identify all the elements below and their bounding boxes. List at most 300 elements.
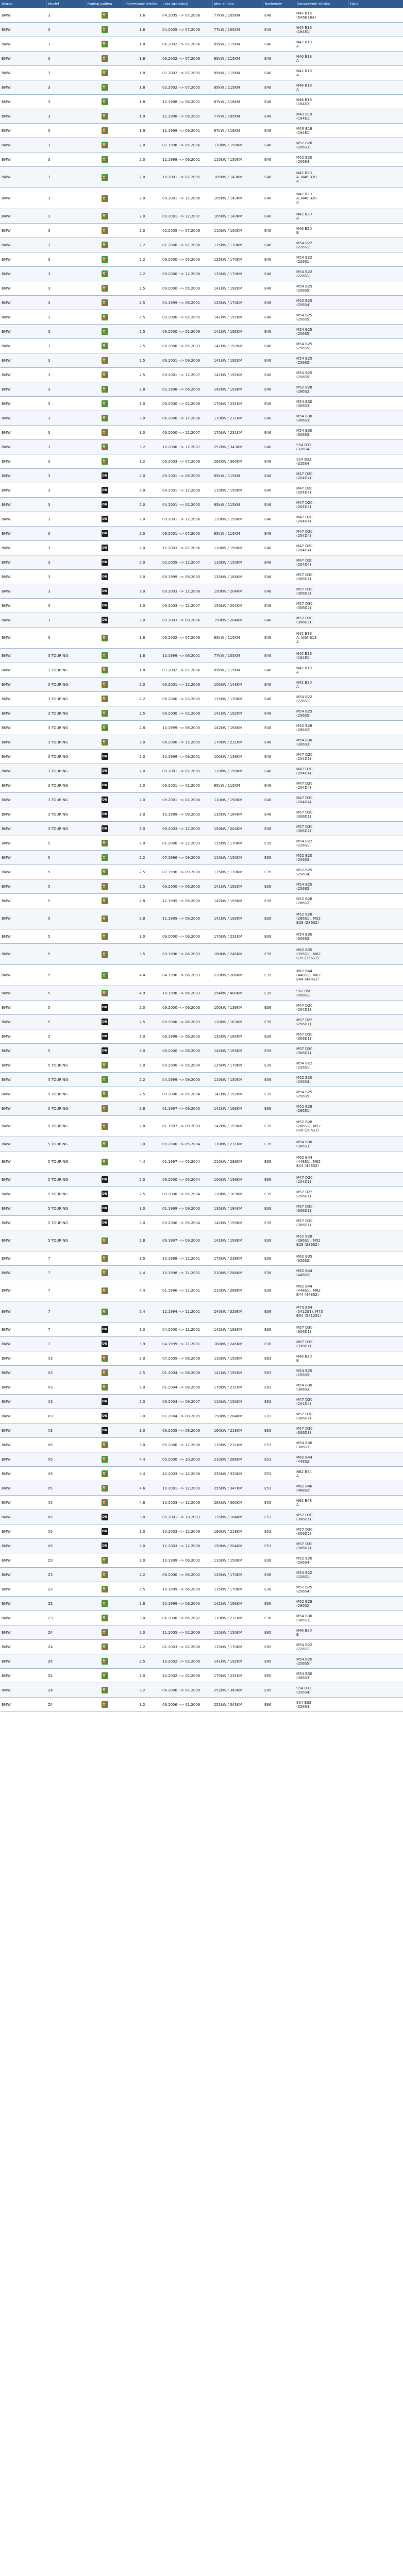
cell-power: 125kW / 170KM (212, 1640, 263, 1654)
cell-power: 170kW / 231KM (212, 1137, 263, 1151)
cell-fuel (86, 310, 124, 325)
fuel-pump-icon (102, 156, 108, 163)
cell-body: E39 (263, 944, 295, 965)
cell-marka: BMW (0, 570, 46, 584)
cell-years: 02.1998 --> 06.2000 (161, 382, 212, 397)
cell-model: 5 (46, 944, 86, 965)
cell-capacity: 2.8 (124, 382, 161, 397)
cell-description (348, 1337, 403, 1351)
cell-model: 5 TOURING (46, 1101, 86, 1116)
cell-capacity: 2.0 (124, 541, 161, 555)
cell-body: E46 (263, 663, 295, 677)
diesel-on-icon (102, 617, 108, 623)
cell-engine-code (295, 1640, 348, 1654)
cell-model: 3 (46, 80, 86, 95)
engine-code-line: B28 (286S2) (296, 921, 319, 925)
diesel-on-icon (102, 530, 108, 537)
cell-marka: BMW (0, 764, 46, 778)
engine-code-line: M54 B30 (296, 932, 312, 937)
cell-fuel (86, 512, 124, 527)
engine-code-line: (256S5) (296, 1372, 311, 1377)
engine-code-line: M54 B30 (296, 1440, 312, 1445)
diesel-on-icon (102, 501, 108, 508)
table-row (0, 1280, 403, 1301)
engine-code-line: N46 B20 (296, 1628, 312, 1633)
table-row (0, 411, 403, 426)
cell-engine-code (295, 735, 348, 750)
fuel-pump-icon (102, 1672, 108, 1679)
cell-years: 10.1999 --> 06.2001 (161, 649, 212, 663)
fuel-pump-icon (102, 227, 108, 234)
cell-model: X5 (46, 1467, 86, 1481)
cell-power: 142kW / 193KM (212, 1230, 263, 1251)
cell-engine-code (295, 1029, 348, 1044)
cell-engine-code (295, 325, 348, 339)
engine-code-line: S54 B32 (296, 457, 312, 462)
cell-capacity: 2.0 (124, 167, 161, 188)
cell-engine-code (295, 721, 348, 735)
table-row (0, 267, 403, 281)
column-header-engine-code[interactable]: Oznaczenie silnika (295, 0, 348, 8)
cell-description (348, 238, 403, 252)
engine-code-line: (256S5) (296, 288, 311, 293)
cell-model: 5 TOURING (46, 1087, 86, 1101)
cell-body: E46 (263, 281, 295, 296)
cell-model: 3 (46, 469, 86, 483)
engine-code-line: (204D4) (296, 562, 311, 567)
fuel-pump-icon (102, 142, 108, 148)
cell-model: X5 (46, 1496, 86, 1510)
cell-engine-code (295, 426, 348, 440)
cell-body: E38 (263, 1266, 295, 1280)
cell-years: 01.2000 --> 12.2003 (161, 836, 212, 851)
table-row (0, 512, 403, 527)
engine-code-line: M54 B22 (296, 839, 312, 843)
cell-capacity: 1.8 (124, 52, 161, 66)
cell-power: 110kW / 150KM (212, 764, 263, 778)
cell-body: E46 (263, 764, 295, 778)
cell-years: 06.2001 --> 09.2006 (161, 353, 212, 368)
cell-marka: BMW (0, 167, 46, 188)
cell-body: E46 (263, 66, 295, 80)
cell-model: Z3 (46, 1553, 86, 1568)
table-row (0, 1029, 403, 1044)
cell-fuel (86, 1467, 124, 1481)
engine-code-line: (226S1) (296, 1647, 311, 1651)
engine-code-line: M47 D20 (296, 500, 313, 505)
engine-code-line: M52 B28 (296, 896, 312, 901)
cell-engine-code (295, 555, 348, 570)
cell-years: 09.1999 --> 09.2003 (161, 570, 212, 584)
cell-description (348, 382, 403, 397)
diesel-on-icon (102, 796, 108, 803)
cell-marka: BMW (0, 1187, 46, 1201)
fuel-pump-icon (102, 429, 108, 436)
cell-model: 5 TOURING (46, 1137, 86, 1151)
cell-model: X5 (46, 1510, 86, 1524)
engine-code-line: (286S1), M52 (296, 1239, 321, 1243)
cell-fuel (86, 440, 124, 454)
cell-model: 3 (46, 267, 86, 281)
engine-code-line: M57 D25 (296, 1018, 313, 1022)
table-row (0, 8, 403, 23)
table-row (0, 440, 403, 454)
cell-model: 5 TOURING (46, 1230, 86, 1251)
cell-body: E36 (263, 1553, 295, 1568)
cell-fuel (86, 778, 124, 793)
cell-body: E38 (263, 1280, 295, 1301)
cell-engine-code (295, 822, 348, 836)
diesel-on-icon (102, 1543, 108, 1549)
cell-power: 141kW / 192KM (212, 706, 263, 721)
cell-engine-code (295, 570, 348, 584)
fuel-pump-icon (102, 1658, 108, 1665)
cell-marka: BMW (0, 1409, 46, 1423)
cell-fuel (86, 281, 124, 296)
engine-code-line: (306D1) (296, 577, 311, 581)
table-row (0, 584, 403, 599)
cell-model: 3 (46, 310, 86, 325)
cell-capacity: 2.5 (124, 1366, 161, 1380)
engine-code-line: (306D1) (296, 1208, 311, 1213)
column-header-model[interactable]: Model (46, 0, 86, 8)
engine-code-line: (448S2) (296, 1273, 311, 1277)
engine-code-line: N45 B16 (296, 651, 312, 656)
cell-model: 3 (46, 124, 86, 138)
column-header-power[interactable]: Moc silnika (212, 0, 263, 8)
cell-fuel (86, 865, 124, 879)
table-row (0, 1568, 403, 1582)
engine-code-line: B54 (5412S1) (296, 1314, 322, 1318)
cell-power: 135kW / 184KM (212, 1029, 263, 1044)
cell-capacity: 2.5 (124, 281, 161, 296)
engine-code-line: (306S3) (296, 403, 311, 408)
engine-code-line: (306S3) (296, 936, 311, 941)
cell-engine-code (295, 1001, 348, 1015)
cell-years: 09.2001 --> 12.2006 (161, 483, 212, 498)
cell-capacity: 2.0 (124, 677, 161, 692)
engine-code-line: M54 B30 (296, 428, 312, 433)
table-row (0, 1116, 403, 1137)
cell-years: 11.2003 --> 12.2006 (161, 1539, 212, 1553)
cell-marka: BMW (0, 527, 46, 541)
table-row (0, 677, 403, 692)
cell-fuel (86, 677, 124, 692)
engine-code-line: M54 B25 (296, 327, 312, 332)
cell-description (348, 339, 403, 353)
engine-code-line: M54 B25 (296, 882, 312, 887)
cell-description (348, 483, 403, 498)
column-header-capacity[interactable]: Pojemność silnika (124, 0, 161, 8)
cell-body: E39 (263, 1101, 295, 1116)
cell-description (348, 1173, 403, 1187)
cell-years: 06.2000 --> 12.2006 (161, 411, 212, 426)
cell-engine-code (295, 124, 348, 138)
fuel-pump-icon (102, 1643, 108, 1650)
cell-power: 77kW / 105KM (212, 23, 263, 37)
table-row (0, 613, 403, 628)
engine-code-line: M62 B44 (296, 1284, 312, 1289)
cell-body: E46 (263, 426, 295, 440)
fuel-pump-icon (102, 371, 108, 378)
cell-years: 10.2001 --> 02.2005 (161, 167, 212, 188)
cell-fuel (86, 1015, 124, 1029)
diesel-on-icon (102, 559, 108, 566)
cell-engine-code (295, 778, 348, 793)
cell-power: 142kW / 193KM (212, 908, 263, 929)
cell-description (348, 628, 403, 649)
cell-fuel (86, 454, 124, 469)
cell-power: 85kW / 115KM (212, 80, 263, 95)
cell-power: 77kW / 105KM (212, 649, 263, 663)
engine-code-line: M52 B20 (296, 1075, 312, 1080)
cell-fuel (86, 1058, 124, 1073)
engine-code-line: (286S2) (296, 389, 311, 394)
cell-marka: BMW (0, 1201, 46, 1216)
cell-engine-code (295, 224, 348, 238)
cell-years: 01.1997 --> 09.2000 (161, 1116, 212, 1137)
cell-power: 175kW / 238KM (212, 1251, 263, 1266)
engine-code-line: N42 B20 (296, 171, 312, 175)
cell-power: 160kW / 218KM (212, 1423, 263, 1438)
cell-fuel (86, 692, 124, 706)
cell-body: E39 (263, 836, 295, 851)
table-row (0, 1230, 403, 1251)
cell-body: E46 (263, 512, 295, 527)
cell-capacity: 4.4 (124, 1452, 161, 1467)
cell-fuel (86, 1137, 124, 1151)
cell-fuel (86, 109, 124, 124)
table-row (0, 541, 403, 555)
engine-code-line: (306S3) (296, 1675, 311, 1680)
cell-years: 10.1999 --> 09.2003 (161, 807, 212, 822)
engine-code-line: (306D1) (296, 814, 311, 819)
cell-engine-code (295, 807, 348, 822)
fuel-pump-icon (102, 990, 108, 996)
fuel-pump-icon (102, 41, 108, 47)
cell-description (348, 1151, 403, 1173)
fuel-pump-icon (102, 1384, 108, 1391)
cell-capacity: 1.8 (124, 80, 161, 95)
cell-description (348, 735, 403, 750)
cell-engine-code (295, 339, 348, 353)
cell-power: 210kW / 286KM (212, 1151, 263, 1173)
cell-body: E46 (263, 628, 295, 649)
cell-body: E46 (263, 95, 295, 109)
cell-description (348, 1073, 403, 1087)
cell-power: 141kW / 192KM (212, 1087, 263, 1101)
engine-code-line: M47 D20 (296, 781, 313, 786)
cell-body: E83 (263, 1423, 295, 1438)
cell-body: E46 (263, 325, 295, 339)
table-row (0, 1582, 403, 1597)
cell-years: 06.2002 --> 07.2006 (161, 37, 212, 52)
cell-description (348, 353, 403, 368)
fuel-pump-icon (102, 696, 108, 702)
diesel-on-icon (102, 811, 108, 818)
cell-capacity: 2.0 (124, 1058, 161, 1073)
diesel-on-icon (102, 1047, 108, 1054)
cell-marka: BMW (0, 224, 46, 238)
column-header-years[interactable]: Lata produkcji (161, 0, 212, 8)
cell-capacity: 1.8 (124, 663, 161, 677)
cell-power: 142kW / 193KM (212, 1597, 263, 1611)
engine-code-line: (306S3) (296, 1144, 311, 1148)
cell-model: 3 (46, 339, 86, 353)
cell-capacity: 2.2 (124, 1640, 161, 1654)
cell-capacity: 3.0 (124, 1669, 161, 1683)
cell-fuel (86, 1481, 124, 1496)
cell-capacity: 4.4 (124, 1266, 161, 1280)
cell-description (348, 822, 403, 836)
cell-fuel (86, 584, 124, 599)
cell-engine-code (295, 764, 348, 778)
cell-model: 7 (46, 1251, 86, 1266)
cell-marka: BMW (0, 879, 46, 894)
engine-code-line: A (296, 640, 299, 644)
cell-description (348, 1116, 403, 1137)
cell-power: 125kW / 170KM (212, 865, 263, 879)
engine-code-line: N46 B20 (296, 1354, 312, 1359)
cell-years: 05.2000 --> 10.2003 (161, 1452, 212, 1467)
fuel-pump-icon (102, 710, 108, 717)
cell-capacity: 2.0 (124, 469, 161, 483)
cell-marka: BMW (0, 965, 46, 986)
fuel-pump-icon (102, 127, 108, 134)
cell-marka: BMW (0, 267, 46, 281)
engine-code-line: (204D1) (296, 756, 311, 761)
cell-engine-code (295, 1510, 348, 1524)
diesel-on-icon (102, 487, 108, 494)
cell-capacity: 4.4 (124, 1280, 161, 1301)
engine-code-line: N46 B18 (296, 83, 312, 88)
cell-power: 77kW / 105KM (212, 109, 263, 124)
cell-capacity: 1.6 (124, 8, 161, 23)
engine-code-line: N45 B16 (296, 11, 312, 15)
cell-fuel (86, 541, 124, 555)
cell-description (348, 527, 403, 541)
cell-years: 06.2002 --> 07.2006 (161, 628, 212, 649)
column-header-body[interactable]: Nadwozie (263, 0, 295, 8)
engine-code-line: A (296, 684, 299, 689)
cell-years: 03.2002 --> 07.2006 (161, 663, 212, 677)
column-header-marka[interactable]: Marka (0, 0, 46, 8)
cell-description (348, 426, 403, 440)
cell-body: E83 (263, 1380, 295, 1395)
cell-power: 125kW / 170KM (212, 1582, 263, 1597)
cell-years: 02.2002 --> 07.2005 (161, 66, 212, 80)
cell-model: 3 (46, 167, 86, 188)
cell-marka: BMW (0, 1151, 46, 1173)
cell-capacity: 3.0 (124, 1323, 161, 1337)
cell-power: 255kW / 347KM (212, 1481, 263, 1496)
cell-fuel (86, 368, 124, 382)
cell-model: 3 (46, 138, 86, 152)
cell-body: E39 (263, 1151, 295, 1173)
cell-engine-code (295, 483, 348, 498)
cell-capacity: 2.0 (124, 483, 161, 498)
engine-code-line: M43 B19 (296, 126, 312, 131)
cell-body: E36 (263, 1611, 295, 1625)
fuel-pump-icon (102, 972, 108, 979)
cell-fuel (86, 1510, 124, 1524)
cell-fuel (86, 1568, 124, 1582)
engine-code-line: (204D4) (296, 476, 311, 480)
cell-body: E36 (263, 1582, 295, 1597)
cell-description (348, 454, 403, 469)
cell-body: E46 (263, 368, 295, 382)
cell-description (348, 1510, 403, 1524)
cell-description (348, 8, 403, 23)
cell-power: 85kW / 115KM (212, 52, 263, 66)
cell-capacity: 2.5 (124, 1087, 161, 1101)
column-header-fuel[interactable]: Rodzaj paliwa (86, 0, 124, 8)
cell-body: E46 (263, 807, 295, 822)
cell-fuel (86, 1337, 124, 1351)
cell-fuel (86, 325, 124, 339)
cell-engine-code (295, 1496, 348, 1510)
cell-body: E53 (263, 1510, 295, 1524)
cell-model: 3 (46, 238, 86, 252)
table-row (0, 382, 403, 397)
cell-marka: BMW (0, 1044, 46, 1058)
cell-fuel (86, 1654, 124, 1669)
engine-code-line: M52 B25 (296, 1585, 312, 1589)
cell-model: 5 (46, 1015, 86, 1029)
cell-model: 5 (46, 836, 86, 851)
cell-engine-code (295, 677, 348, 692)
engine-code-line: (164E1) (296, 29, 311, 34)
cell-marka: BMW (0, 1654, 46, 1669)
cell-model: 3 (46, 483, 86, 498)
table-row (0, 836, 403, 851)
cell-power: 141kW / 192KM (212, 281, 263, 296)
engine-code-line: M57 D30 (296, 810, 313, 815)
cell-description (348, 1553, 403, 1568)
engine-code-line: (204D1) (296, 1007, 311, 1012)
cell-years: 04.1996 --> 06.2003 (161, 965, 212, 986)
engine-code-line: (204D4) (296, 800, 311, 804)
cell-marka: BMW (0, 628, 46, 649)
fuel-pump-icon (102, 113, 108, 120)
cell-body: E46 (263, 296, 295, 310)
cell-capacity: 2.5 (124, 310, 161, 325)
cell-capacity: 2.0 (124, 152, 161, 167)
engine-code-line: (256S5) (296, 375, 311, 379)
cell-engine-code (295, 692, 348, 706)
cell-engine-code (295, 152, 348, 167)
cell-power: 265kW / 360KM (212, 454, 263, 469)
cell-description (348, 1230, 403, 1251)
cell-fuel (86, 555, 124, 570)
cell-fuel (86, 152, 124, 167)
cell-capacity: 2.2 (124, 692, 161, 706)
engine-code-line: (306D1) (296, 1329, 311, 1334)
fuel-pump-icon (102, 1615, 108, 1621)
cell-engine-code (295, 8, 348, 23)
cell-years: 10.1999 --> 06.2000 (161, 721, 212, 735)
column-header-description[interactable]: Opis (348, 0, 403, 8)
cell-marka: BMW (0, 750, 46, 764)
cell-body: E39 (263, 1216, 295, 1230)
cell-fuel (86, 296, 124, 310)
cell-body: E38 (263, 1323, 295, 1337)
cell-fuel (86, 238, 124, 252)
cell-body: E38 (263, 1251, 295, 1266)
fuel-pump-icon (102, 1287, 108, 1294)
cell-marka: BMW (0, 95, 46, 109)
engine-code-line: M54 B30 (296, 399, 312, 404)
